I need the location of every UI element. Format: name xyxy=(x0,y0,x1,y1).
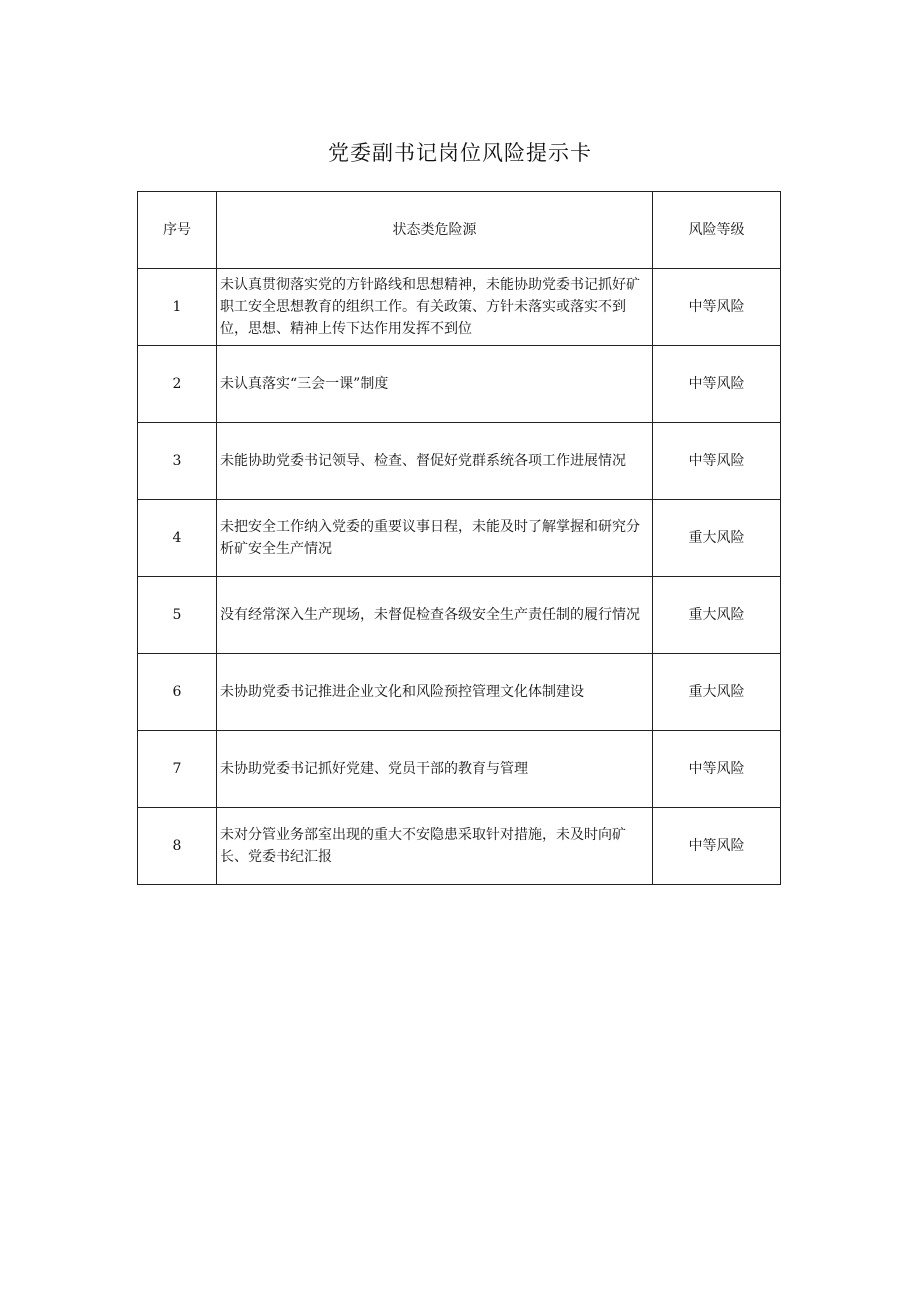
row-no: 6 xyxy=(138,654,217,731)
row-source: 未协助党委书记推进企业文化和风险预控管理文化体制建设 xyxy=(217,654,653,731)
table-row xyxy=(138,423,781,500)
row-source: 未把安全工作纳入党委的重要议事日程，未能及时了解掌握和研究分析矿安全生产情况 xyxy=(217,500,653,577)
row-no: 7 xyxy=(138,731,217,808)
table-row xyxy=(138,654,781,731)
row-source: 没有经常深入生产现场，未督促检查各级安全生产责任制的履行情况 xyxy=(217,577,653,654)
table-row xyxy=(138,808,781,885)
row-level: 重大风险 xyxy=(653,654,781,731)
header-source: 状态类危险源 xyxy=(217,192,653,269)
table-row xyxy=(138,346,781,423)
row-level: 中等风险 xyxy=(653,808,781,885)
row-no: 5 xyxy=(138,577,217,654)
row-source: 未认真落实“三会一课”制度 xyxy=(217,346,653,423)
row-level: 中等风险 xyxy=(653,346,781,423)
row-source: 未认真贯彻落实党的方针路线和思想精神，未能协助党委书记抓好矿职工安全思想教育的组织工作。有关政策、方针未落实或落实不到位，思想、精神上传下达作用发挥不到位 xyxy=(217,269,653,346)
row-no: 2 xyxy=(138,346,217,423)
risk-table xyxy=(137,191,781,885)
row-level: 中等风险 xyxy=(653,269,781,346)
row-level: 重大风险 xyxy=(653,577,781,654)
header-no: 序号 xyxy=(138,192,217,269)
row-source: 未协助党委书记抓好党建、党员干部的教育与管理 xyxy=(217,731,653,808)
row-source: 未对分管业务部室出现的重大不安隐患采取针对措施，未及时向矿长、党委书纪汇报 xyxy=(217,808,653,885)
table-row xyxy=(138,269,781,346)
row-no: 4 xyxy=(138,500,217,577)
row-no: 3 xyxy=(138,423,217,500)
table-row xyxy=(138,500,781,577)
document-title: 党委副书记岗位风险提示卡 xyxy=(328,141,592,165)
row-level: 中等风险 xyxy=(653,423,781,500)
row-source: 未能协助党委书记领导、检查、督促好党群系统各项工作进展情况 xyxy=(217,423,653,500)
table-row xyxy=(138,577,781,654)
table-row xyxy=(138,731,781,808)
row-no: 8 xyxy=(138,808,217,885)
header-level: 风险等级 xyxy=(653,192,781,269)
row-no: 1 xyxy=(138,269,217,346)
row-level: 中等风险 xyxy=(653,731,781,808)
table-header-row xyxy=(138,192,781,269)
row-level: 重大风险 xyxy=(653,500,781,577)
